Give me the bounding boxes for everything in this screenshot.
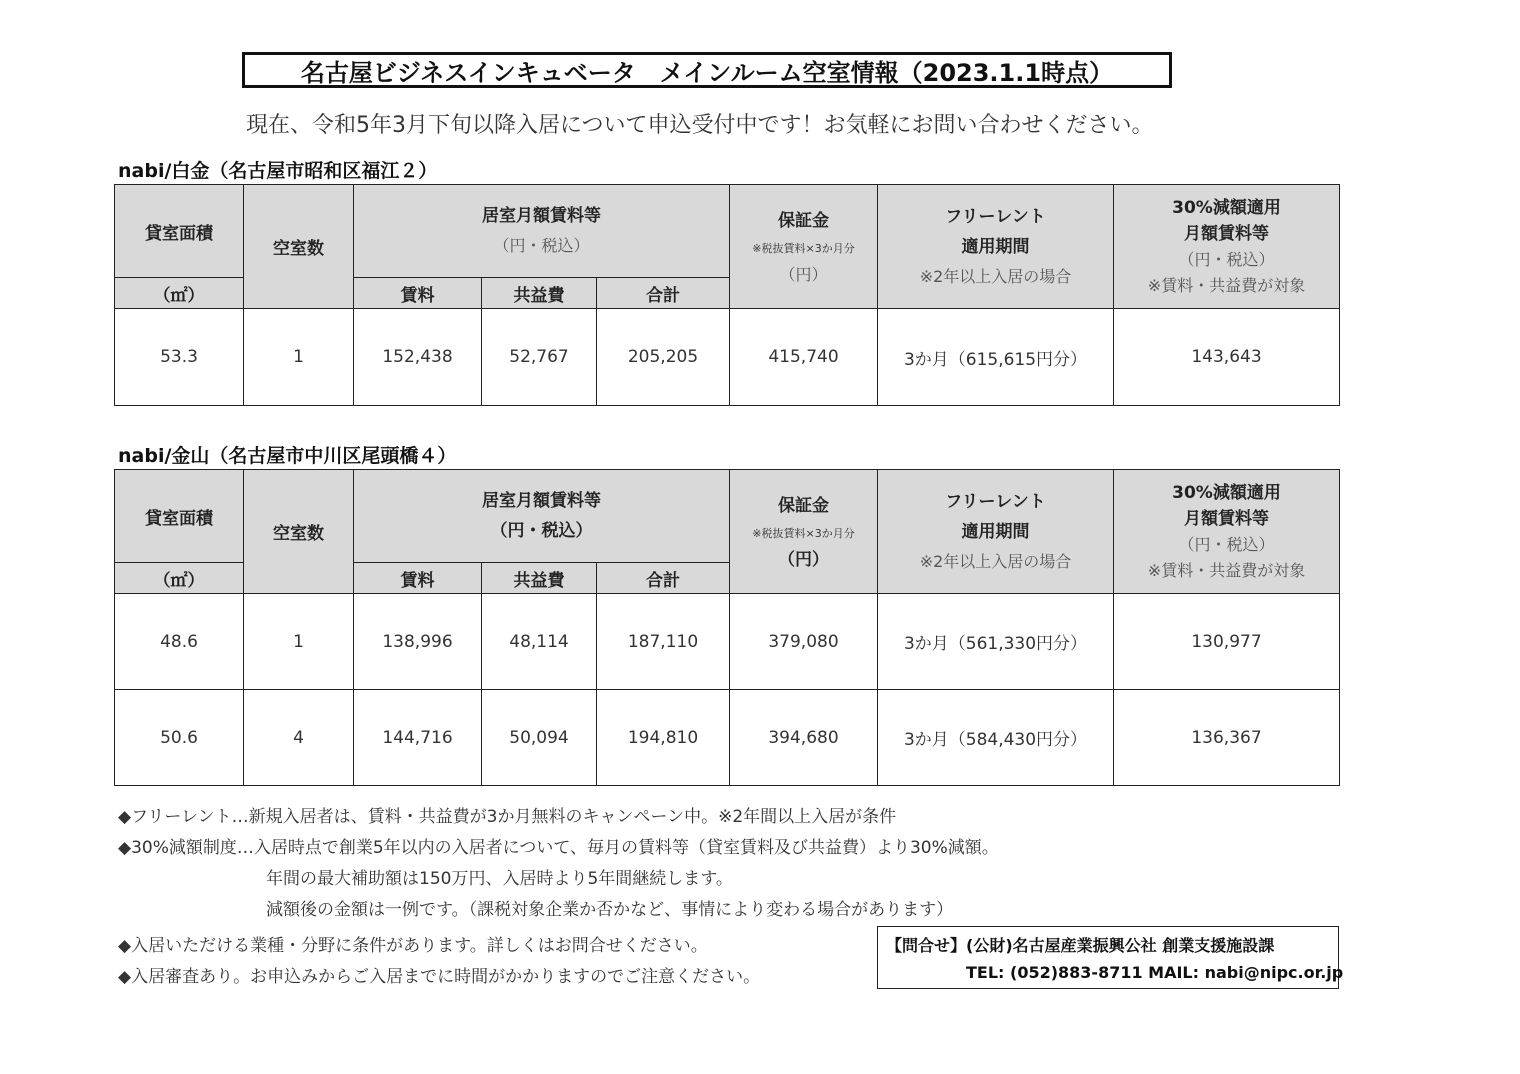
cell-area: 48.6: [115, 594, 244, 690]
contact-tel-mail: TEL: (052)883-8711 MAIL: nabi@nipc.or.jp: [966, 963, 1344, 982]
cell-area: 50.6: [115, 690, 244, 786]
cell-rent: 152,438: [354, 309, 482, 406]
header-rent: 賃料: [354, 278, 482, 309]
cell-total: 205,205: [597, 309, 730, 406]
cell-rent: 138,996: [354, 594, 482, 690]
table-row: [115, 690, 1340, 786]
contact-box: [877, 926, 1344, 989]
cell-discounted: 143,643: [1114, 309, 1340, 406]
header-common: 共益費: [482, 278, 597, 309]
cell-vacancy: 1: [244, 309, 354, 406]
cell-common: 50,094: [482, 690, 597, 786]
header-area-unit: （㎡）: [115, 278, 244, 309]
note-free-rent: ◆フリーレント…新規入居者は、賃料・共益費が3か月無料のキャンペーン中。※2年間以上入居が条件: [118, 807, 897, 827]
header-monthly: 居室月額賃料等 （円・税込）: [354, 470, 730, 563]
page-title: [242, 52, 1172, 88]
section-title-kanayama: nabi/金山（名古屋市中川区尾頭橋４）: [118, 445, 457, 467]
note-industry: ◆入居いただける業種・分野に条件があります。詳しくはお問合せください。: [118, 936, 708, 956]
table-kanayama: [114, 469, 1340, 786]
cell-deposit: 379,080: [730, 594, 878, 690]
header-area: 貸室面積: [115, 185, 244, 278]
table-row: [115, 309, 1340, 406]
cell-deposit: 415,740: [730, 309, 878, 406]
note-discount-example: 減額後の金額は一例です。（課税対象企業か否かなど、事情により変わる場合があります）: [266, 900, 954, 920]
header-vacancy: 空室数: [244, 185, 354, 309]
header-deposit: 保証金 ※税抜賃料×3か月分 （円）: [730, 185, 878, 309]
header-monthly: 居室月額賃料等 （円・税込）: [354, 185, 730, 278]
cell-rent: 144,716: [354, 690, 482, 786]
page-subtitle: 現在、令和5年3月下旬以降入居について申込受付中です！お気軽にお問い合わせください。: [246, 113, 1154, 138]
cell-discounted: 130,977: [1114, 594, 1340, 690]
header-area-unit: （㎡）: [115, 563, 244, 594]
header-common: 共益費: [482, 563, 597, 594]
cell-deposit: 394,680: [730, 690, 878, 786]
cell-free-rent: 3か月（615,615円分）: [878, 309, 1114, 406]
header-vacancy: 空室数: [244, 470, 354, 594]
header-free-rent: フリーレント 適用期間 ※2年以上入居の場合: [878, 470, 1114, 594]
cell-common: 48,114: [482, 594, 597, 690]
cell-total: 194,810: [597, 690, 730, 786]
header-free-rent: フリーレント 適用期間 ※2年以上入居の場合: [878, 185, 1114, 309]
contact-org: 【問合せ】(公財)名古屋産業振興公社 創業支援施設課: [886, 936, 1275, 955]
cell-free-rent: 3か月（584,430円分）: [878, 690, 1114, 786]
cell-area: 53.3: [115, 309, 244, 406]
header-total: 合計: [597, 278, 730, 309]
table-shirokane: [114, 184, 1340, 406]
header-discount: 30%減額適用 月額賃料等 （円・税込） ※賃料・共益費が対象: [1114, 470, 1340, 594]
cell-discounted: 136,367: [1114, 690, 1340, 786]
page-title-text: 名古屋ビジネスインキュベータ メインルーム空室情報（2023.1.1時点）: [300, 58, 1114, 87]
header-discount: 30%減額適用 月額賃料等 （円・税込） ※賃料・共益費が対象: [1114, 185, 1340, 309]
note-discount: ◆30%減額制度…入居時点で創業5年以内の入居者について、毎月の賃料等（貸室賃料及び共益費）より30%減額。: [118, 838, 999, 858]
cell-common: 52,767: [482, 309, 597, 406]
section-title-shirokane: nabi/白金（名古屋市昭和区福江２）: [118, 160, 438, 182]
header-rent: 賃料: [354, 563, 482, 594]
header-total: 合計: [597, 563, 730, 594]
cell-vacancy: 4: [244, 690, 354, 786]
cell-vacancy: 1: [244, 594, 354, 690]
note-screening: ◆入居審査あり。お申込みからご入居までに時間がかかりますのでご注意ください。: [118, 967, 761, 987]
cell-free-rent: 3か月（561,330円分）: [878, 594, 1114, 690]
table-row: [115, 594, 1340, 690]
header-area: 貸室面積: [115, 470, 244, 563]
note-discount-max: 年間の最大補助額は150万円、入居時より5年間継続します。: [266, 869, 733, 889]
cell-total: 187,110: [597, 594, 730, 690]
header-deposit: 保証金 ※税抜賃料×3か月分 （円）: [730, 470, 878, 594]
